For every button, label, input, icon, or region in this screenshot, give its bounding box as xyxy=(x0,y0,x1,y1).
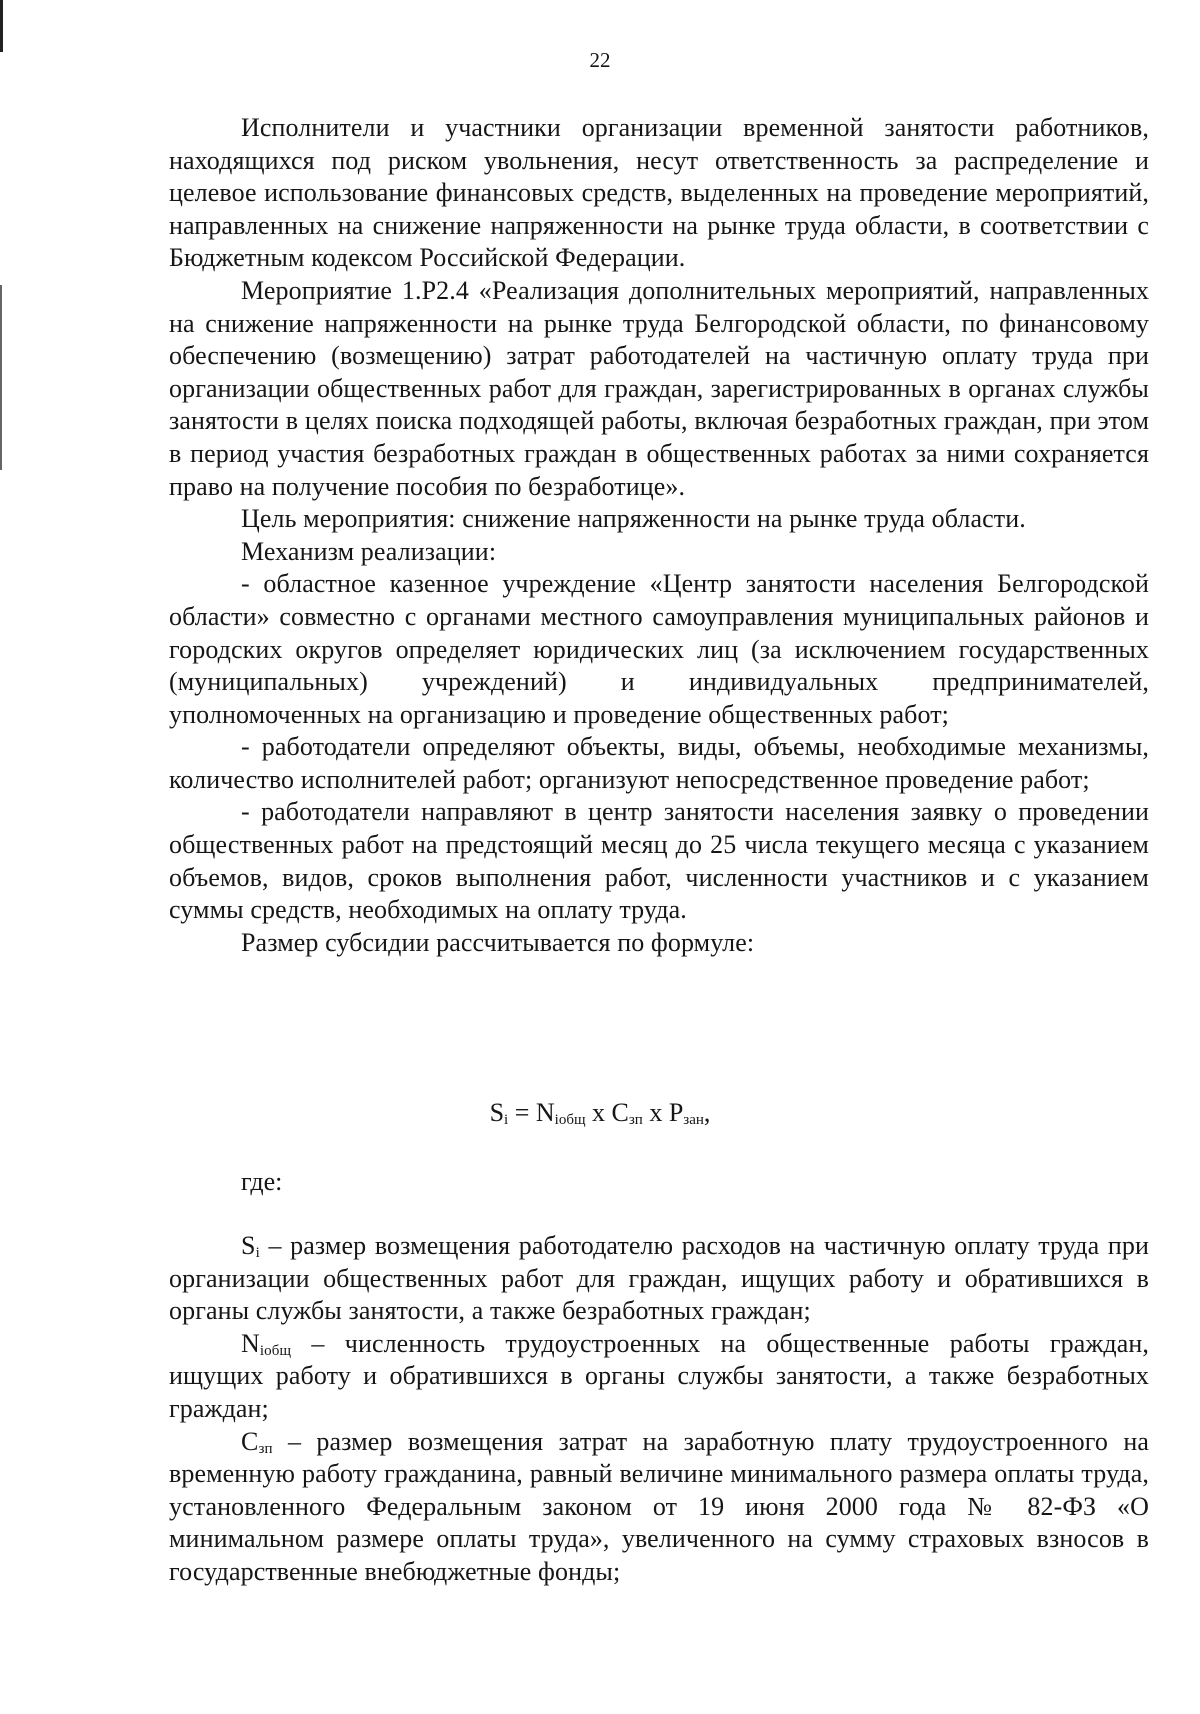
paragraph-mechanism-heading: Механизм реализации: xyxy=(241,536,497,566)
paragraph-formula-intro: Размер субсидии рассчитывается по формуле: xyxy=(241,927,755,957)
formula-s: $S_i$ xyxy=(489,1098,509,1128)
page-number: 22 xyxy=(589,48,611,72)
definition-text: – размер возмещения работодателю расходов на частичную оплату труда при организации общественных работ для граждан, ищущих работу и обратившихся в органы службы занятости, а также безработных граждан; xyxy=(169,1231,1149,1326)
definition-text: – размер возмещения затрат на заработную плату трудоустроенного на временную работу гражданина, равный величине минимального размера оплаты труда, установленного Федеральным законом от 19 июня 2000 года № 82-ФЗ «О минимальном размере оплаты труда», увеличенного на сумму страховых взносов в государственные внебюджетные фонды; xyxy=(169,1426,1149,1586)
formula-c: $С_{зп}$ xyxy=(611,1098,643,1128)
body-text xyxy=(169,112,1149,959)
definition-s xyxy=(169,1230,1149,1328)
definition-n xyxy=(169,1328,1149,1426)
formula-p: $Р_{зан}$ xyxy=(668,1098,704,1128)
paragraph-measure-title: Мероприятие 1.P2.4 «Реализация дополнительных мероприятий, направленных на снижение напряженности на рынке труда Белгородской области, по финансовому обеспечению (возмещению) затрат работодателей на частичную оплату труда при организации общественных работ для граждан, зарегистрированных в органах службы занятости в целях поиска подходящей работы, включая безработных граждан, при этом в период участия безработных граждан в общественных работах за ними сохраняется право на получение пособия по безработице». xyxy=(169,275,1149,501)
definition-c xyxy=(169,1426,1149,1589)
paragraph-responsibility: Исполнители и участники организации временной занятости работников, находящихся под риском увольнения, несут ответственность за распределение и целевое использование финансовых средств, выделенных на проведение мероприятий, направленных на снижение напряженности на рынке труда области, в соответствии с Бюджетным кодексом Российской Федерации. xyxy=(169,113,1149,273)
formula-n: $N_{iобщ}$ xyxy=(535,1098,586,1128)
where-label: где: xyxy=(241,1167,283,1196)
paragraph-goal: Цель мероприятия: снижение напряженности на рынке труда области. xyxy=(241,504,1026,534)
scan-edge-mark xyxy=(0,0,3,52)
subsidy-formula: $S_i = N_{iобщ}$ х $С_{зп}$ х $Р_{зан}$, xyxy=(489,1098,711,1128)
definition-symbol: $N_{iобщ}$ xyxy=(241,1328,292,1359)
paragraph-mechanism-item-2: - работодатели определяют объекты, виды, объемы, необходимые механизмы, количество исполнителей работ; организуют непосредственное проведение работ; xyxy=(169,732,1149,794)
formula-definitions xyxy=(169,1230,1149,1589)
definition-symbol: $S_i$ xyxy=(241,1231,260,1261)
paragraph-mechanism-item-1: - областное казенное учреждение «Центр занятости населения Белгородской области» совместно с органами местного самоуправления муниципальных районов и городских округов определяет юридических лиц (за исключением государственных (муниципальных) учреждений) и индивидуальных предпринимателей, уполномоченных на организацию и проведение общественных работ; xyxy=(169,569,1149,729)
definition-text: – численность трудоустроенных на общественные работы граждан, ищущих работу и обратившихся в органы службы занятости, а также безработных граждан; xyxy=(169,1328,1149,1423)
definition-symbol: $С_{зп}$ xyxy=(241,1426,273,1457)
paragraph-mechanism-item-3: - работодатели направляют в центр занятости населения заявку о проведении общественных работ на предстоящий месяц до 25 числа текущего месяца с указанием объемов, видов, сроков выполнения работ, численности участников и с указанием суммы средств, необходимых на оплату труда. xyxy=(169,797,1149,925)
scan-edge-mark xyxy=(0,285,2,470)
